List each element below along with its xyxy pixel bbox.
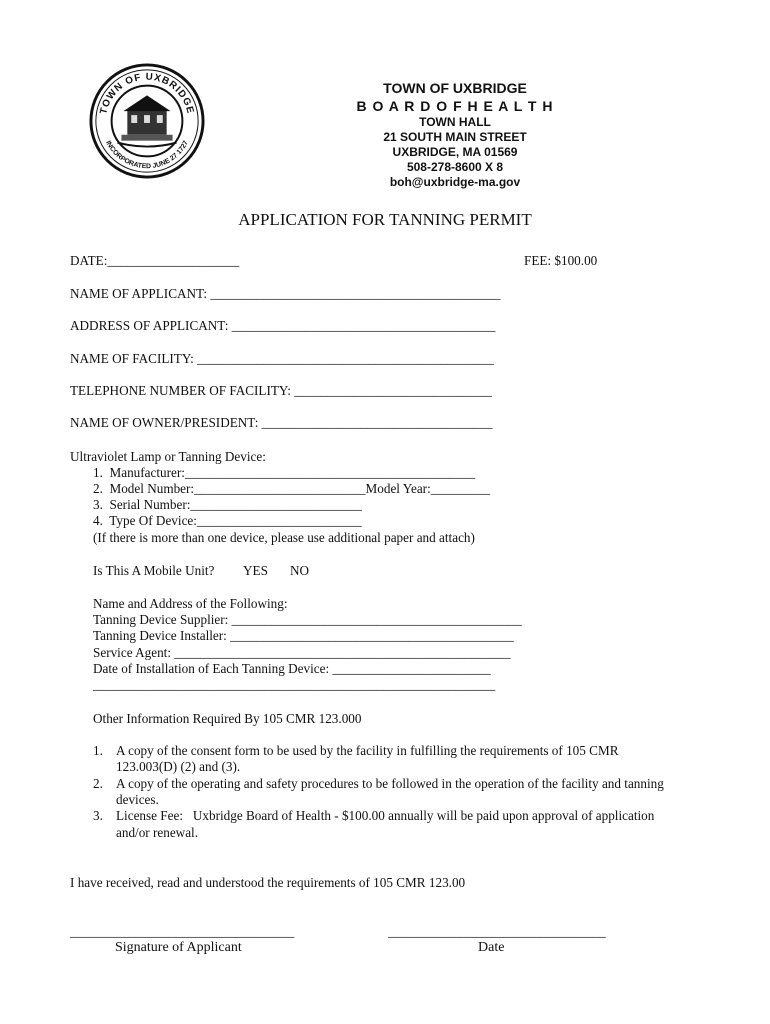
applicant-name-field: NAME OF APPLICANT: ____________________________________________ — [70, 286, 501, 301]
header-email: boh@uxbridge-ma.gov — [389, 175, 521, 189]
owner-name-field: NAME OF OWNER/PRESIDENT: ___________________________________ — [70, 415, 493, 430]
mobile-unit-question: Is This A Mobile Unit? — [93, 563, 215, 578]
facility-telephone-field: TELEPHONE NUMBER OF FACILITY: ______________________________ — [70, 383, 493, 398]
installation-date-field: Date of Installation of Each Tanning Device: ________________________ — [93, 661, 491, 676]
device-note: (If there is more than one device, please use additional paper and attach) — [93, 530, 475, 545]
requirement-text: License Fee: Uxbridge Board of Health - $100.00 annually will be paid upon approval of application — [116, 808, 655, 823]
blank-line: _____________________________________________________________ — [93, 677, 496, 692]
acknowledgement-statement: I have received, read and understood the requirements of 105 CMR 123.00 — [70, 875, 466, 890]
svg-text:TOWN OF UXBRIDGE: TOWN OF UXBRIDGE — [98, 71, 196, 116]
requirement-number: 2. — [93, 776, 103, 791]
mobile-unit-no: NO — [290, 563, 310, 578]
town-seal-logo — [88, 62, 206, 180]
service-agent-field: Service Agent: ___________________________________________________ — [93, 645, 511, 660]
requirements-heading: Other Information Required By 105 CMR 123.000 — [93, 711, 362, 726]
signature-label: Signature of Applicant — [115, 940, 242, 955]
installer-field: Tanning Device Installer: ___________________________________________ — [93, 628, 514, 643]
facility-name-field: NAME OF FACILITY: _____________________________________________ — [70, 351, 494, 366]
applicant-address-field: ADDRESS OF APPLICANT: ________________________________________ — [70, 318, 496, 333]
device-type-field: 4. Type Of Device:_________________________ — [93, 513, 362, 528]
date-field: DATE:____________________ — [70, 253, 240, 268]
device-serial-field: 3. Serial Number:__________________________ — [93, 497, 362, 512]
device-manufacturer-field: 1. Manufacturer:____________________________________________ — [93, 465, 476, 480]
requirement-text: A copy of the operating and safety procedures to be followed in the operation of the facility and tanning — [116, 776, 664, 791]
date-signature-label: Date — [478, 940, 505, 955]
signature-line: __________________________________ — [70, 924, 295, 939]
requirement-number: 1. — [93, 743, 103, 758]
requirement-text-continued: and/or renewal. — [116, 825, 199, 840]
requirement-text: A copy of the consent form to be used by the facility in fulfilling the requirements of 105 CMR — [116, 743, 619, 758]
page-title: APPLICATION FOR TANNING PERMIT — [238, 210, 532, 229]
fee-label: FEE: $100.00 — [524, 253, 598, 268]
svg-text:INCORPORATED JUNE 27 1727: INCORPORATED JUNE 27 1727 — [104, 139, 190, 171]
requirement-text-continued: 123.003(D) (2) and (3). — [116, 759, 241, 774]
device-model-field: 2. Model Number:__________________________Model Year:_________ — [93, 481, 491, 496]
header-town: TOWN OF UXBRIDGE — [383, 80, 527, 96]
contacts-heading: Name and Address of the Following: — [93, 596, 288, 611]
device-heading: Ultraviolet Lamp or Tanning Device: — [70, 449, 266, 464]
mobile-unit-yes: YES — [243, 563, 268, 578]
header-phone: 508-278-8600 X 8 — [406, 160, 504, 174]
requirement-number: 3. — [93, 808, 103, 823]
header-street: 21 SOUTH MAIN STREET — [383, 130, 527, 144]
supplier-field: Tanning Device Supplier: ____________________________________________ — [93, 612, 522, 627]
date-signature-line: _________________________________ — [388, 924, 606, 939]
header-hall: TOWN HALL — [419, 115, 491, 129]
header-city: UXBRIDGE, MA 01569 — [392, 145, 518, 159]
header-board: B O A R D O F H E A L T H — [356, 98, 554, 114]
requirement-text-continued: devices. — [116, 792, 159, 807]
